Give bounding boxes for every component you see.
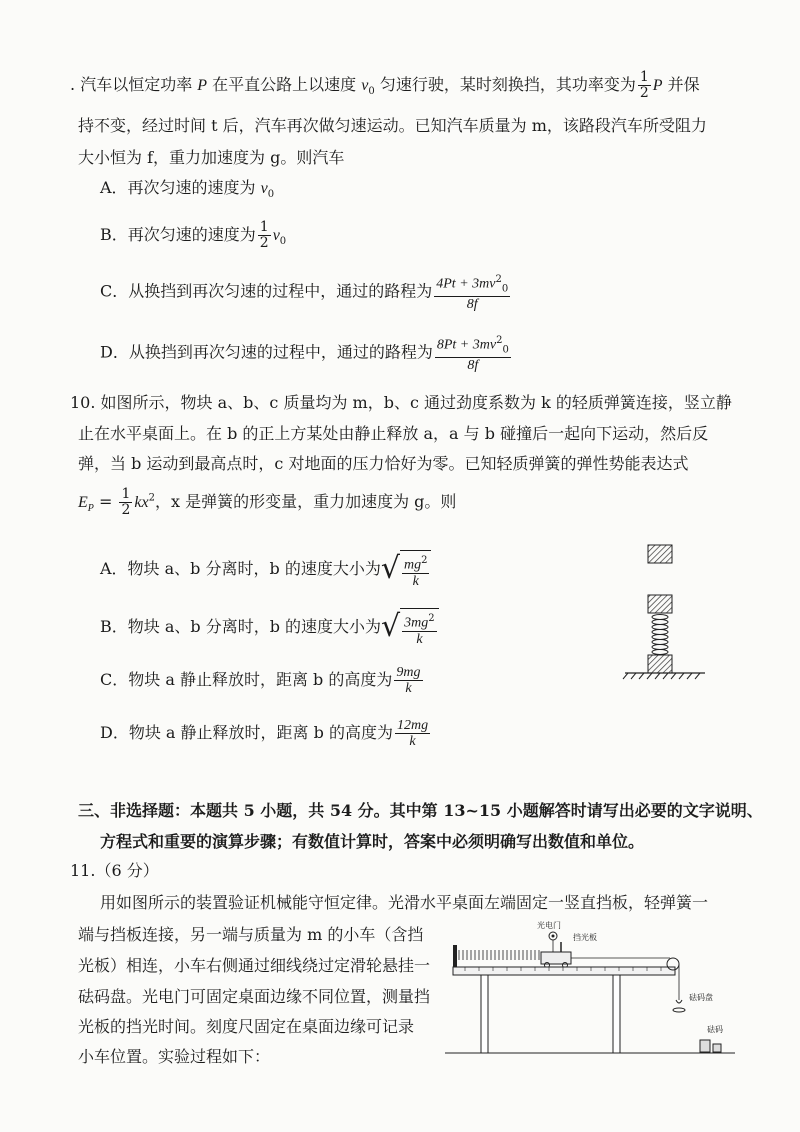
label-photogate: 光电门 (537, 921, 561, 930)
q11-line-6: 小车位置。实验过程如下： (78, 1047, 271, 1066)
q10-option-c: C．物块 a 静止释放时，距离 b 的高度为 $\frac{9mg}{k}$ (100, 665, 421, 696)
block-b (648, 595, 672, 613)
cart (541, 952, 571, 964)
label-weights: 砝码 (707, 1025, 723, 1034)
q9-option-a: A．再次匀速的速度为 $v_0$ (100, 178, 275, 201)
left-baffle (453, 945, 457, 967)
q9-option-d: D．从换挡到再次匀速的过程中，通过的路程为 $\frac{8Pt + 3mv^2_0}{8f}$ (100, 335, 509, 374)
q11-title: 11.（6 分） (70, 861, 159, 880)
q11-line-1: 用如图所示的装置验证机械能守恒定律。光滑水平桌面左端固定一竖直挡板，轻弹簧一 (100, 893, 709, 912)
q9-stem-line-3: 大小恒为 f，重力加速度为 g。则汽车 (78, 148, 345, 167)
weights (700, 1040, 710, 1052)
q9-stem-line-1: . 汽车以恒定功率 P 在平直公路上以速度 $v_0$ 匀速行驶，某时刻换挡，其功率变为 $\frac{1}{2}$ P 并保 (70, 69, 700, 101)
block-a (648, 545, 672, 563)
q10-stem-line-1: 10. 如图所示，物块 a、b、c 质量均为 m，b、c 通过劲度系数为 k 的轻质弹簧连接，竖立静 (70, 393, 732, 412)
fraction-half: $\frac{1}{2}$ (639, 69, 649, 101)
section3-line-2: 方程式和重要的演算步骤；有数值计算时，答案中必须明确写出数值和单位。 (100, 832, 645, 851)
q10-stem-line-2: 止在水平桌面上。在 b 的正上方某处由静止释放 a，a 与 b 碰撞后一起向下运动，然后反 (78, 424, 709, 443)
q9-option-b: B．再次匀速的速度为 $\frac{1}{2}$ $v_0$ (100, 219, 287, 251)
spring (652, 615, 668, 655)
table-top (453, 967, 675, 975)
block-c (648, 655, 672, 673)
q10-stem-line-3: 弹，当 b 运动到最高点时，c 对地面的压力恰好为零。已知轻质弹簧的弹性势能表达式 (78, 454, 689, 473)
q11-line-5: 光板的挡光时间。刻度尺固定在桌面边缘可记录 (78, 1017, 415, 1036)
q10-stem-line-4: $E_P$ = $\frac{1}{2}$ $kx^2$，x 是弹簧的形变量，重力加速度为 g。则 (78, 486, 457, 518)
q11-line-2: 端与挡板连接，另一端与质量为 m 的小车（含挡 (78, 925, 424, 944)
label-shutter: 挡光板 (573, 933, 597, 942)
section3-line-1: 三、非选择题：本题共 5 小题，共 54 分。其中第 13~15 小题解答时请写出必要的文字说明、 (78, 801, 763, 820)
q10-option-a: A．物块 a、b 分离时，b 的速度大小为 √ $\frac{mg^2}{k}$ (100, 550, 431, 589)
q10-option-d: D．物块 a 静止释放时，距离 b 的高度为 $\frac{12mg}{k}$ (100, 718, 429, 749)
q11-line-4: 砝码盘。光电门可固定桌面边缘不同位置，测量挡 (78, 987, 431, 1006)
spring-blocks-figure (620, 540, 730, 690)
q9-option-c: C．从换挡到再次匀速的过程中，通过的路程为 $\frac{4Pt + 3mv^2_0}{8f}$ (100, 274, 509, 313)
q9-stem-line-2: 持不变，经过时间 t 后，汽车再次做匀速运动。已知汽车质量为 m，该路段汽车所受阻力 (78, 116, 707, 135)
q11-line-3: 光板）相连，小车右侧通过细线绕过定滑轮悬挂一 (78, 956, 431, 975)
label-weight-pan: 砝码盘 (689, 993, 713, 1002)
table-leg-right (613, 975, 620, 1053)
weight-pan (673, 1008, 685, 1012)
spring-coil (459, 950, 539, 960)
apparatus-figure (445, 920, 745, 1065)
q10-option-b: B．物块 a、b 分离时，b 的速度大小为 √ $\frac{3mg^2}{k}$ (100, 608, 439, 647)
table-leg-left (481, 975, 488, 1053)
